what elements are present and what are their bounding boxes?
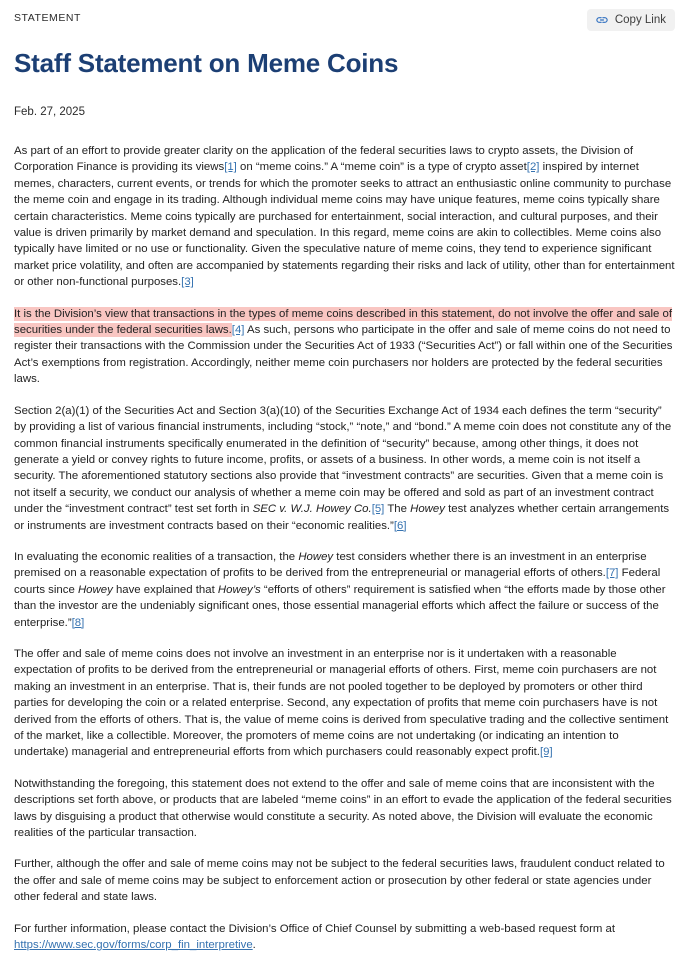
footnote-link-2[interactable]: [2] [526, 161, 540, 174]
p3-text-b: The [384, 503, 411, 516]
footnote-link-7[interactable]: [7] [605, 567, 619, 580]
howey-italic-p4-2: Howey [77, 583, 113, 596]
paragraph-6: Notwithstanding the foregoing, this statement does not extend to the offer and sale of meme coins that are inconsistent with the descriptions set forth above, or products that are labeled “meme coins” in an effort to evade the application of the federal securities laws by disguising a product that otherwise would constitute a security. As noted above, the Division will evaluate the economic realities of the particular transaction. [14, 777, 672, 840]
p4-text-c: Federal courts since [14, 567, 661, 596]
p8-text-a: For further information, please contact the Division’s Office of Chief Counsel by submitting a web-based request form at [14, 922, 616, 935]
howey-italic-p4-3: Howey’s [217, 583, 261, 596]
page-title: Staff Statement on Meme Coins [14, 48, 399, 78]
howey-italic-p3: Howey [410, 503, 445, 516]
p1-text-b: on “meme coins.” A “meme coin” is a type of crypto asset [236, 161, 527, 174]
footnote-link-3[interactable]: [3] [181, 276, 194, 289]
chain-link-icon [595, 13, 609, 27]
footnote-link-5[interactable]: [5] [371, 503, 385, 516]
p1-text-c: inspired by internet memes, characters, current events, or trends for which the promoter seeks to attract an enthusiastic online community to purchase the meme coin and engage in its trading. Although individual meme coins may have unique features, meme coins typically share certain characteristics. Meme coins typically are purchased for entertainment, social interaction, and cultural purposes, and their value is driven primarily by market demand and speculation. In this regard, meme coins are akin to collectibles. Meme coins also typically have limited or no use or functionality. Given the speculative nature of meme coins, they tend to experience significant market price volatility, and often are accompanied by statements regarding their risks and lack of utility, other than for entertainment or other non-functional purposes. [14, 161, 675, 289]
p1-text-a: As part of an effort to provide greater clarity on the application of the federal securities laws to crypto assets, the Division of Corporation Finance is providing its views [14, 145, 633, 174]
howey-italic-p4-1: Howey [298, 550, 334, 563]
footnote-link-1[interactable]: [1] [224, 161, 237, 174]
p3-text-a: Section 2(a)(1) of the Securities Act and Section 3(a)(10) of the Securities Exchange Act of 1934 each defines the term “security” by providing a list of various financial instruments, including “stock,” “note,” and “bond.” A meme coin does not constitute any of the common financial instruments specifically enumerated in the definition of “security” because, among other things, it does not generate a yield or convey rights to future income, profits, or assets of a business. In other words, a meme coin is not itself a security. The aforementioned statutory sections also provide that “investment contracts” are securities. Given that a meme coin is not itself a security, we conduct our analysis of whether a meme coin may be offered and sold as part of an investment contract under the “investment contract” test set forth in [14, 404, 672, 516]
chief-counsel-request-form-link[interactable]: https://www.sec.gov/forms/corp_fin_interpretive [14, 939, 253, 952]
case-citation-howey: SEC v. W.J. Howey Co. [252, 503, 372, 516]
copy-link-label: Copy Link [614, 14, 666, 26]
paragraph-7: Further, although the offer and sale of meme coins may not be subject to the federal securities laws, fraudulent conduct related to the offer and sale of meme coins may be subject to enforcement action or prosecution by other federal or state agencies under other federal and state laws. [14, 858, 665, 904]
publication-date: Feb. 27, 2025 [14, 106, 85, 118]
document-type-eyebrow: STATEMENT [14, 12, 81, 24]
p4-text-a: In evaluating the economic realities of a transaction, the [14, 550, 299, 563]
footnote-link-9[interactable]: [9] [539, 746, 553, 759]
paragraph-3 [14, 403, 675, 534]
footnote-link-4[interactable]: [4] [231, 324, 245, 337]
footnote-link-6[interactable]: [6] [393, 519, 407, 532]
paragraph-4 [14, 549, 675, 631]
highlighted-statement: It is the Division’s view that transactions in the types of meme coins described in this statement, do not involve the offer and sale of securities under the federal securities laws. [14, 307, 673, 337]
p4-text-b: test considers whether there is an investment in an enterprise premised on a reasonable expectation of profits to be derived from the entrepreneurial or managerial efforts of others. [14, 550, 647, 580]
p3-text-c: test analyzes whether certain arrangements or instruments are investment contracts based on their “economic realities.” [14, 503, 670, 532]
copy-link-button[interactable] [587, 9, 675, 31]
paragraph-5 [14, 646, 675, 761]
p2-text-b: As such, persons who participate in the offer and sale of meme coins do not need to register their transactions with the Commission under the Securities Act of 1933 (“Securities Act”) or fall within one of the Securities Act’s exemptions from registration. Accordingly, neither meme coin purchasers nor holders are protected by the federal securities laws. [14, 324, 673, 386]
page-header [14, 0, 675, 31]
p5-text-a: The offer and sale of meme coins does not involve an investment in an enterprise nor is it undertaken with a reasonable expectation of profits to be derived from the entrepreneurial or managerial efforts of others. First, meme coin purchasers are not making an investment in an enterprise. That is, their funds are not pooled together to be deployed by promoters or other third parties for developing the coin or a related enterprise. Second, any expectation of profits that meme coin purchasers have is not derived from the efforts of others. That is, the value of meme coins is derived from speculative trading and the collective sentiment of the market, like a collectible. Moreover, the promoters of meme coins are not undertaking (or indicating an intention to undertake) managerial and entrepreneurial efforts from which purchasers could reasonably expect profit. [14, 647, 669, 759]
p4-text-e: “efforts of others” requirement is satisfied when “the efforts made by those other than the investor are the undeniably significant ones, those essential managerial efforts which affect the failure or success of the enterprise.” [14, 583, 666, 629]
paragraph-2 [14, 306, 675, 388]
statement-body [14, 143, 675, 953]
p4-text-d: have explained that [112, 583, 218, 596]
paragraph-1 [14, 143, 675, 291]
paragraph-8 [14, 921, 675, 954]
p8-text-b: . [252, 939, 256, 952]
footnote-link-8[interactable]: [8] [71, 616, 85, 629]
